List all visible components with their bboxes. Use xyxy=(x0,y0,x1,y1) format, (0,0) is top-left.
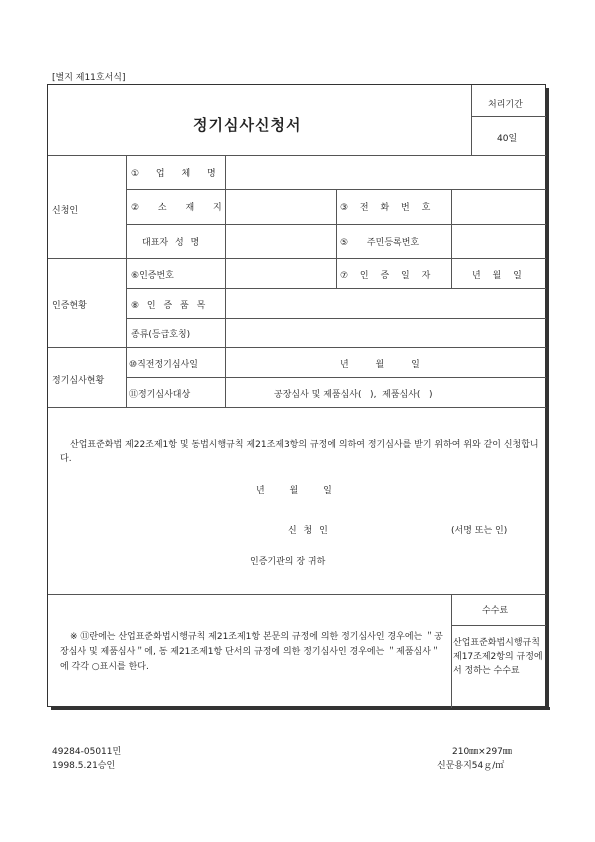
phone-label: ③ 전 화 번 호 xyxy=(340,203,431,213)
last-inspection-value: 년 월 일 xyxy=(340,360,420,370)
applicant-section: 신청인 xyxy=(52,206,79,216)
paper-size: 210㎜×297㎜ xyxy=(452,747,512,757)
processing-value: 40일 xyxy=(497,134,518,144)
form-code: 49284-05011민 xyxy=(52,747,122,757)
cert-product-label: ⑧ 인 증 품 목 xyxy=(131,301,206,311)
inspection-target-label: ⑪정기심사대상 xyxy=(129,390,191,400)
addressee: 인증기관의 장 귀하 xyxy=(250,557,326,567)
date-line: 년 월 일 xyxy=(256,486,332,496)
form-number: [별지 제11호서식] xyxy=(52,73,126,83)
type-label: 종류(등급호칭) xyxy=(131,330,191,340)
application-form xyxy=(47,84,546,707)
fee-label: 수수료 xyxy=(482,606,509,616)
certification-section: 인증현황 xyxy=(52,301,87,311)
processing-label: 처리기간 xyxy=(488,100,523,110)
resident-no-label: ⑤ 주민등록번호 xyxy=(340,238,420,248)
approval-date: 1998.5.21승인 xyxy=(52,761,116,771)
cert-no-label: ⑥인증번호 xyxy=(131,271,174,281)
applicant-sign: 신 청 인 xyxy=(288,526,328,536)
representative-label: 대표자 성 명 xyxy=(142,238,200,248)
paper-type: 신문용지54ｇ/㎡ xyxy=(437,761,505,771)
statement: 산업표준화법 제22조제1항 및 동법시행규칙 제21조제3항의 규정에 의하여 정기심사를 받기 위하여 위와 같이 신청합니다. xyxy=(60,440,539,464)
fee-text: 산업표준화법시행규칙 제17조제2항의 규정에서 정하는 수수료 xyxy=(453,638,543,676)
last-inspection-label: ⑩직전정기심사일 xyxy=(129,360,198,370)
inspection-target-value: 공장심사 및 제품심사( ), 제품심사( ) xyxy=(274,390,433,400)
address-label: ② 소 재 지 xyxy=(131,203,222,213)
cert-date-value: 년 월 일 xyxy=(472,271,522,281)
note: ※ ⑪란에는 산업표준화법시행규칙 제21조제1항 본문의 규정에 의한 정기심사인 경우에는 ＂공장심사 및 제품심사＂에, 동 제21조제1항 단서의 규정에 의한 정기심사인 경우에는 ＂제품심사＂에 각각 ○표시를 한다. xyxy=(60,632,443,672)
form-title: 정기심사신청서 xyxy=(193,116,302,134)
company-name-label: ① 업 체 명 xyxy=(131,169,216,179)
cert-date-label: ⑦ 인 증 일 자 xyxy=(340,271,431,281)
inspection-section: 정기심사현황 xyxy=(52,376,105,386)
sign-hint: (서명 또는 인) xyxy=(451,526,508,536)
